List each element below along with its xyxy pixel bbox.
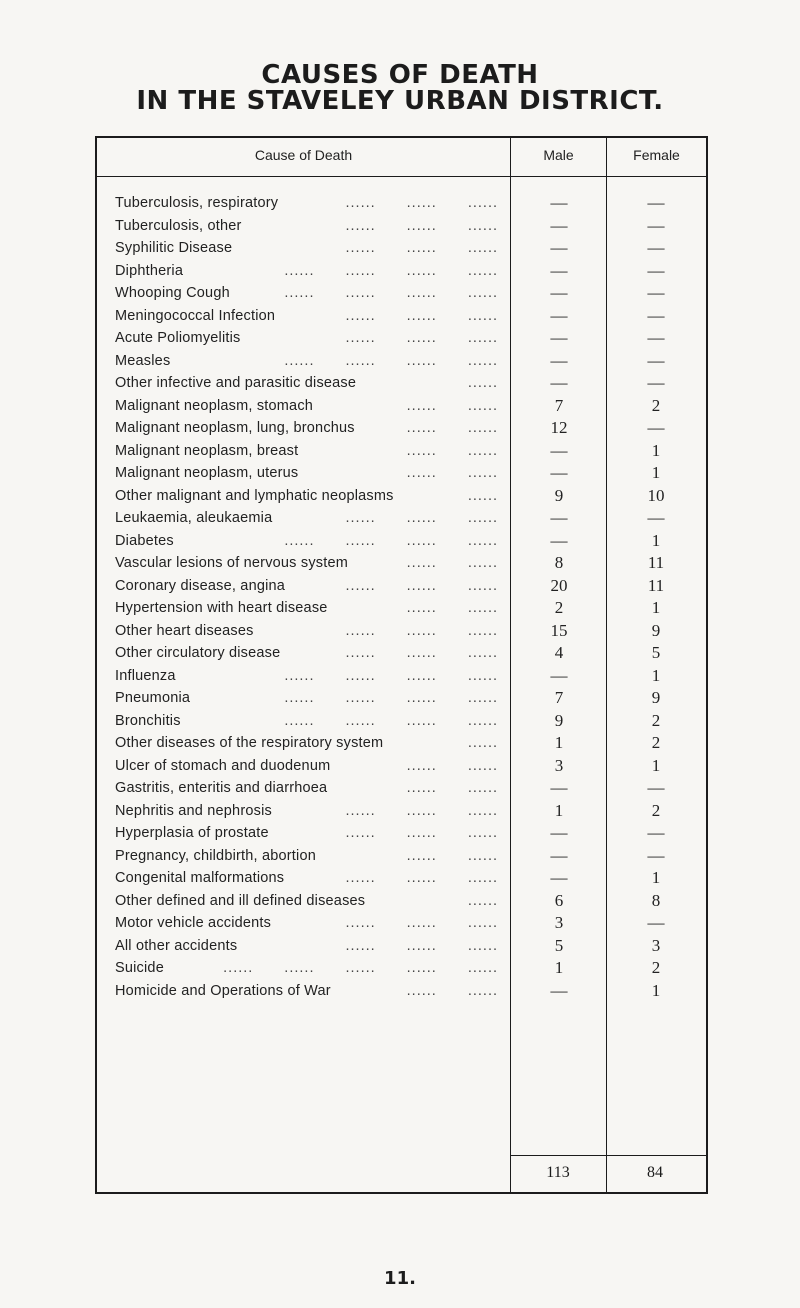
female-count: 2 — [651, 733, 661, 752]
cause-label: Malignant neoplasm, lung, bronchus — [115, 420, 355, 436]
cause-label: Pregnancy, childbirth, abortion — [115, 848, 316, 864]
female-count: 2 — [651, 711, 661, 730]
table-row — [115, 443, 505, 463]
female-count: — — [647, 373, 665, 392]
leader-dots: ...... ...... ...... — [345, 870, 498, 886]
male-count: — — [550, 778, 568, 797]
leader-dots: ...... — [467, 893, 498, 909]
cause-label: Tuberculosis, other — [115, 218, 242, 234]
leader-dots: ...... ...... ...... — [345, 195, 498, 211]
cause-label: Homicide and Operations of War — [115, 983, 331, 999]
female-count: 1 — [651, 441, 661, 460]
cause-label: Meningococcal Infection — [115, 308, 276, 324]
male-count: 1 — [554, 801, 564, 820]
table-row — [115, 848, 505, 868]
leader-dots: ...... ...... ...... — [345, 803, 498, 819]
cause-label: Hypertension with heart disease — [115, 600, 328, 616]
table-totals-divider — [510, 1155, 708, 1156]
leader-dots: ...... ...... ...... ...... — [284, 353, 498, 369]
table-row — [115, 870, 505, 890]
table-row — [115, 938, 505, 958]
cause-label: Suicide — [115, 960, 164, 976]
female-count: — — [647, 306, 665, 325]
female-count: 5 — [651, 643, 661, 662]
cause-label: Tuberculosis, respiratory — [115, 195, 279, 211]
male-count: — — [550, 508, 568, 527]
table-row — [115, 375, 505, 395]
female-count: — — [647, 261, 665, 280]
table-row — [115, 218, 505, 238]
male-count: — — [550, 531, 568, 550]
table-right-border — [706, 136, 708, 1194]
female-count: — — [647, 283, 665, 302]
female-count: — — [647, 193, 665, 212]
leader-dots: ...... ...... ...... — [345, 623, 498, 639]
leader-dots: ...... ...... — [406, 780, 498, 796]
cause-label: Pneumonia — [115, 690, 191, 706]
table-row — [115, 533, 505, 553]
cause-label: Measles — [115, 353, 171, 369]
cause-label: Nephritis and nephrosis — [115, 803, 272, 819]
header-cause: Cause of Death — [254, 147, 353, 163]
leader-dots: ...... ...... ...... — [345, 510, 498, 526]
male-count: — — [550, 238, 568, 257]
page-subtitle: IN THE STAVELEY URBAN DISTRICT. — [136, 86, 664, 116]
cause-label: Hyperplasia of prostate — [115, 825, 269, 841]
table-top-border — [95, 136, 708, 138]
female-count: — — [647, 778, 665, 797]
male-count: 5 — [554, 936, 564, 955]
male-count: 3 — [554, 913, 564, 932]
leader-dots: ...... ...... ...... — [345, 218, 498, 234]
female-count: — — [647, 328, 665, 347]
female-count: — — [647, 508, 665, 527]
table-row — [115, 308, 505, 328]
leader-dots: ...... ...... ...... ...... — [284, 690, 498, 706]
male-count: — — [550, 823, 568, 842]
cause-label: Bronchitis — [115, 713, 181, 729]
leader-dots: ...... ...... ...... ...... — [284, 668, 498, 684]
table-row — [115, 578, 505, 598]
table-column-divider-male — [510, 136, 511, 1194]
cause-label: Vascular lesions of nervous system — [115, 555, 348, 571]
table-row — [115, 330, 505, 350]
leader-dots: ...... ...... ...... — [345, 240, 498, 256]
leader-dots: ...... ...... ...... ...... — [284, 263, 498, 279]
table-row — [115, 623, 505, 643]
cause-label: Whooping Cough — [115, 285, 230, 301]
male-count: 9 — [554, 711, 564, 730]
cause-label: Motor vehicle accidents — [115, 915, 272, 931]
table-row — [115, 713, 505, 733]
cause-label: Other heart diseases — [115, 623, 254, 639]
female-count: — — [647, 913, 665, 932]
cause-label: Other defined and ill defined diseases — [115, 893, 366, 909]
cause-label: Diabetes — [115, 533, 174, 549]
male-count: — — [550, 306, 568, 325]
cause-label: Congenital malformations — [115, 870, 285, 886]
table-row — [115, 285, 505, 305]
female-count: 8 — [651, 891, 661, 910]
table-row — [115, 825, 505, 845]
cause-label: Gastritis, enteritis and diarrhoea — [115, 780, 328, 796]
male-count: 3 — [554, 756, 564, 775]
female-count: 9 — [651, 688, 661, 707]
table-row — [115, 983, 505, 1003]
table-row — [115, 915, 505, 935]
leader-dots: ...... ...... — [406, 420, 498, 436]
female-count: 1 — [651, 981, 661, 1000]
female-count: 2 — [651, 396, 661, 415]
cause-label: Malignant neoplasm, stomach — [115, 398, 314, 414]
female-count: 3 — [651, 936, 661, 955]
cause-label: Syphilitic Disease — [115, 240, 233, 256]
cause-label: Other diseases of the respiratory system — [115, 735, 384, 751]
male-count: — — [550, 216, 568, 235]
table-row — [115, 645, 505, 665]
table-row — [115, 668, 505, 688]
cause-label: Coronary disease, angina — [115, 578, 286, 594]
table-row — [115, 893, 505, 913]
male-count: 1 — [554, 958, 564, 977]
female-count: — — [647, 216, 665, 235]
leader-dots: ...... ...... ...... — [345, 938, 498, 954]
header-male: Male — [543, 147, 574, 163]
male-count: 15 — [550, 621, 568, 640]
table-row — [115, 398, 505, 418]
male-count: — — [550, 868, 568, 887]
male-count: — — [550, 846, 568, 865]
leader-dots: ...... ...... ...... — [345, 330, 498, 346]
leader-dots: ...... ...... — [406, 555, 498, 571]
female-count: 2 — [651, 801, 661, 820]
female-count: — — [647, 351, 665, 370]
leader-dots: ...... — [467, 735, 498, 751]
cause-label: Diphtheria — [115, 263, 184, 279]
table-row — [115, 960, 505, 980]
leader-dots: ...... ...... — [406, 465, 498, 481]
table-column-divider-female — [606, 136, 607, 1194]
leader-dots: ...... ...... — [406, 983, 498, 999]
leader-dots: ...... ...... — [406, 848, 498, 864]
male-count: 6 — [554, 891, 564, 910]
female-count: 1 — [651, 598, 661, 617]
female-count: — — [647, 823, 665, 842]
male-count: — — [550, 981, 568, 1000]
table-row — [115, 758, 505, 778]
female-count: 1 — [651, 756, 661, 775]
cause-label: Malignant neoplasm, uterus — [115, 465, 299, 481]
leader-dots: ...... ...... ...... — [345, 578, 498, 594]
male-count: 7 — [554, 396, 564, 415]
table-bottom-border — [95, 1192, 708, 1194]
female-count: 11 — [647, 576, 665, 595]
leader-dots: ...... ...... ...... ...... ...... — [223, 960, 498, 976]
cause-label: Ulcer of stomach and duodenum — [115, 758, 331, 774]
cause-label: Other infective and parasitic disease — [115, 375, 357, 391]
male-count: — — [550, 328, 568, 347]
table-row — [115, 488, 505, 508]
table-row — [115, 555, 505, 575]
table-row — [115, 735, 505, 755]
page-title: CAUSES OF DEATH — [261, 60, 539, 90]
male-count: 4 — [554, 643, 564, 662]
leader-dots: ...... ...... ...... — [345, 825, 498, 841]
leader-dots: ...... ...... — [406, 443, 498, 459]
table-row — [115, 690, 505, 710]
header-female: Female — [633, 147, 680, 163]
table-left-border — [95, 136, 97, 1194]
male-count: — — [550, 261, 568, 280]
table-row — [115, 510, 505, 530]
male-count: 2 — [554, 598, 564, 617]
leader-dots: ...... ...... ...... ...... — [284, 713, 498, 729]
table-header-divider — [95, 176, 708, 177]
cause-label: Leukaemia, aleukaemia — [115, 510, 273, 526]
table-row — [115, 803, 505, 823]
cause-label: Malignant neoplasm, breast — [115, 443, 299, 459]
male-count: — — [550, 373, 568, 392]
table-row — [115, 240, 505, 260]
female-count: 9 — [651, 621, 661, 640]
leader-dots: ...... ...... ...... — [345, 308, 498, 324]
cause-label: Other circulatory disease — [115, 645, 281, 661]
leader-dots: ...... ...... — [406, 398, 498, 414]
leader-dots: ...... ...... ...... — [345, 645, 498, 661]
leader-dots: ...... — [467, 488, 498, 504]
table-row — [115, 195, 505, 215]
male-count: — — [550, 283, 568, 302]
male-count: 20 — [550, 576, 568, 595]
cause-label: All other accidents — [115, 938, 238, 954]
leader-dots: ...... ...... — [406, 600, 498, 616]
female-count: — — [647, 418, 665, 437]
page-number: 11. — [384, 1268, 416, 1289]
table-row — [115, 465, 505, 485]
total-female: 84 — [647, 1164, 663, 1181]
female-count: 1 — [651, 666, 661, 685]
male-count: 9 — [554, 486, 564, 505]
male-count: — — [550, 441, 568, 460]
male-count: — — [550, 666, 568, 685]
table-row — [115, 780, 505, 800]
table-row — [115, 420, 505, 440]
female-count: 1 — [651, 531, 661, 550]
female-count: 10 — [647, 486, 665, 505]
cause-label: Other malignant and lymphatic neoplasms — [115, 488, 394, 504]
table-row — [115, 600, 505, 620]
table-row — [115, 353, 505, 373]
female-count: 1 — [651, 868, 661, 887]
female-count: 1 — [651, 463, 661, 482]
male-count: 7 — [554, 688, 564, 707]
male-count: — — [550, 463, 568, 482]
cause-label: Influenza — [115, 668, 176, 684]
female-count: 11 — [647, 553, 665, 572]
female-count: 2 — [651, 958, 661, 977]
leader-dots: ...... ...... ...... — [345, 915, 498, 931]
male-count: 1 — [554, 733, 564, 752]
leader-dots: ...... — [467, 375, 498, 391]
total-male: 113 — [546, 1164, 570, 1181]
cause-label: Acute Poliomyelitis — [115, 330, 241, 346]
table-row — [115, 263, 505, 283]
male-count: — — [550, 351, 568, 370]
female-count: — — [647, 846, 665, 865]
leader-dots: ...... ...... ...... ...... — [284, 285, 498, 301]
leader-dots: ...... ...... ...... ...... — [284, 533, 498, 549]
male-count: — — [550, 193, 568, 212]
female-count: — — [647, 238, 665, 257]
male-count: 8 — [554, 553, 564, 572]
male-count: 12 — [550, 418, 568, 437]
leader-dots: ...... ...... — [406, 758, 498, 774]
